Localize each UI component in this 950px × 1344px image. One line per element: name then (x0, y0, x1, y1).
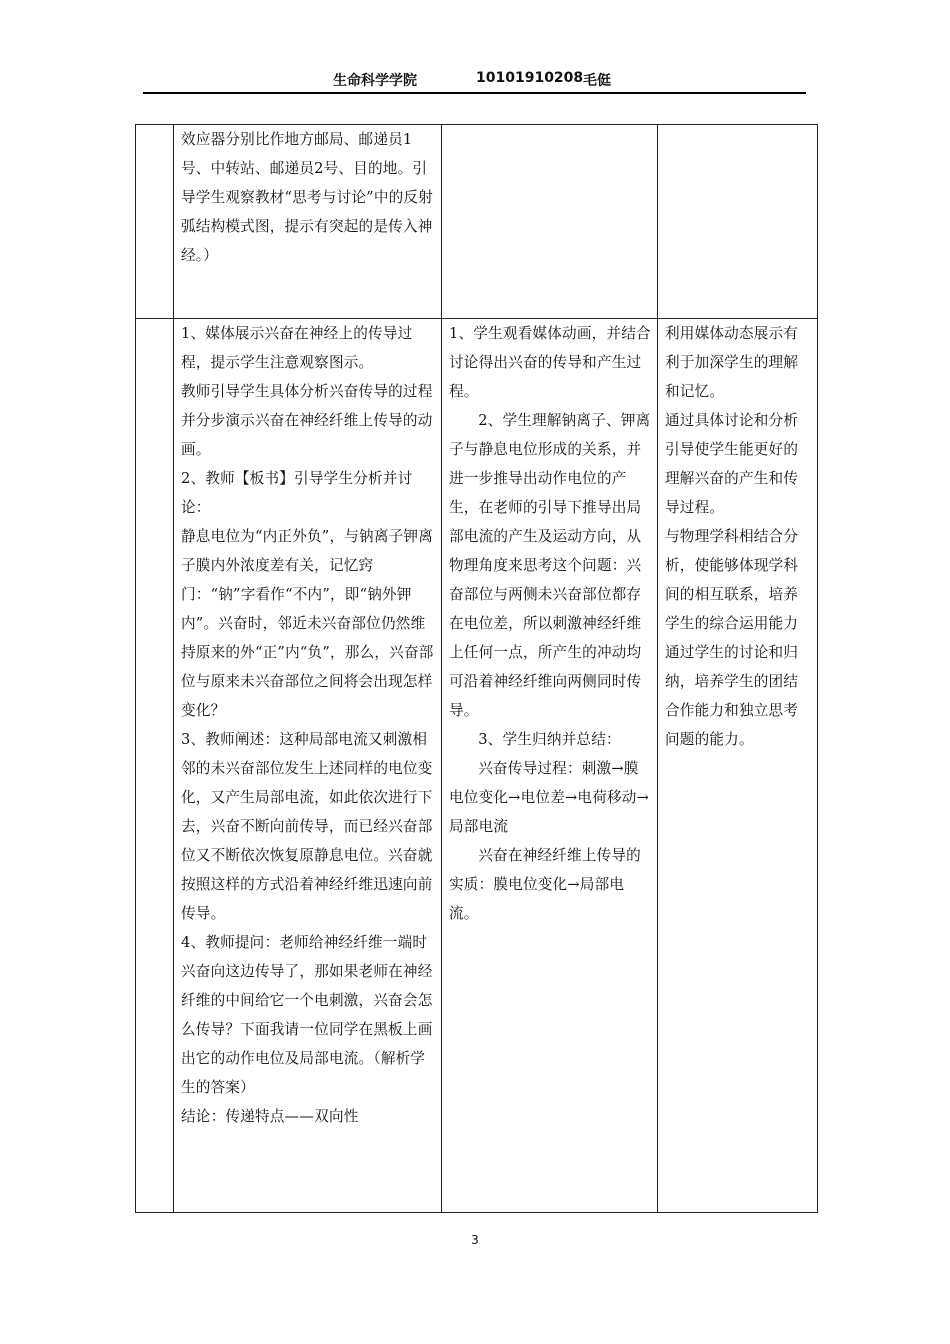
table-row (136, 319, 818, 1213)
teacher-paragraph: 2、教师【板书】引导学生分析并讨论： (181, 470, 413, 516)
page-number: 3 (471, 1233, 479, 1247)
teacher-paragraph: 静息电位为“内正外负”，与钠离子钾离子膜内外浓度差有关，记忆窍门：“钠”字看作“不内”，即“钠外钾内”。兴奋时，邻近未兴奋部位仍然维持原来的外“正”内“负”，那么，兴奋部位与原来未兴奋部位之间将会出现怎样变化？ (181, 528, 434, 719)
lesson-plan-table (135, 124, 818, 1213)
teacher-paragraph: 1、媒体展示兴奋在神经上的传导过程，提示学生注意观察图示。 (181, 325, 413, 371)
table-row (136, 125, 818, 319)
design-intent-cell (658, 319, 818, 1213)
teacher-activity-cell (174, 319, 442, 1213)
teacher-paragraph: 4、教师提问：老师给神经纤维一端时兴奋向这边传导了，那如果老师在神经纤维的中间给它一个电刺激，兴奋会怎么传导？下面我请一位同学在黑板上画出它的动作电位及局部电流。（解析学生的答案） (181, 934, 433, 1096)
student-paragraph: 兴奋在神经纤维上传导的实质：膜电位变化→局部电流。 (449, 847, 641, 922)
student-activity-cell (442, 319, 658, 1213)
header-student-id: 10101910208 (476, 70, 584, 86)
intent-paragraph: 通过学生的讨论和归纳，培养学生的团结合作能力和独立思考问题的能力。 (665, 644, 799, 748)
teacher-activity-cell (174, 125, 442, 319)
design-intent-cell (658, 125, 818, 319)
teacher-paragraph: 效应器分别比作地方邮局、邮递员1号、中转站、邮递员2号、目的地。引导学生观察教材“思考与讨论”中的反射弧结构模式图，提示有突起的是传入神经。） (181, 131, 434, 264)
teacher-paragraph: 3、教师阐述：这种局部电流又刺激相邻的未兴奋部位发生上述同样的电位变化，又产生局部电流，如此依次进行下去，兴奋不断向前传导，而已经兴奋部位又不断依次恢复原静息电位。兴奋就按照这样的方式沿着神经纤维迅速向前传导。 (181, 731, 433, 922)
intent-paragraph: 利用媒体动态展示有利于加深学生的理解和记忆。 (665, 325, 799, 400)
student-paragraph: 2、学生理解钠离子、钾离子与静息电位形成的关系，并进一步推导出动作电位的产生，在老师的引导下推导出局部电流的产生及运动方向，从物理角度来思考这个问题：兴奋部位与两侧未兴奋部位都存在电位差，所以刺激神经纤维上任何一点，所产生的冲动均可沿着神经纤维向两侧同时传导。 (449, 412, 651, 719)
intent-paragraph: 通过具体讨论和分析引导使学生能更好的理解兴奋的产生和传导过程。 (665, 412, 799, 516)
intent-paragraph: 与物理学科相结合分析，使能够体现学科间的相互联系，培养学生的综合运用能力 (665, 528, 799, 632)
table-cell-blank (136, 125, 174, 319)
student-paragraph: 1、学生观看媒体动画，并结合讨论得出兴奋的传导和产生过程。 (449, 325, 651, 400)
student-activity-cell (442, 125, 658, 319)
table-cell-blank (136, 319, 174, 1213)
header-author-name: 毛侹 (583, 73, 611, 89)
teacher-paragraph: 教师引导学生具体分析兴奋传导的过程并分步演示兴奋在神经纤维上传导的动画。 (181, 383, 433, 458)
teacher-conclusion: 结论：传递特点——双向性 (181, 1108, 359, 1125)
student-paragraph: 3、学生归纳并总结： (478, 731, 621, 748)
student-paragraph: 兴奋传导过程：刺激→膜电位变化→电位差→电荷移动→局部电流 (449, 760, 650, 835)
header-college: 生命科学学院 (333, 73, 417, 89)
page-header (143, 70, 806, 94)
